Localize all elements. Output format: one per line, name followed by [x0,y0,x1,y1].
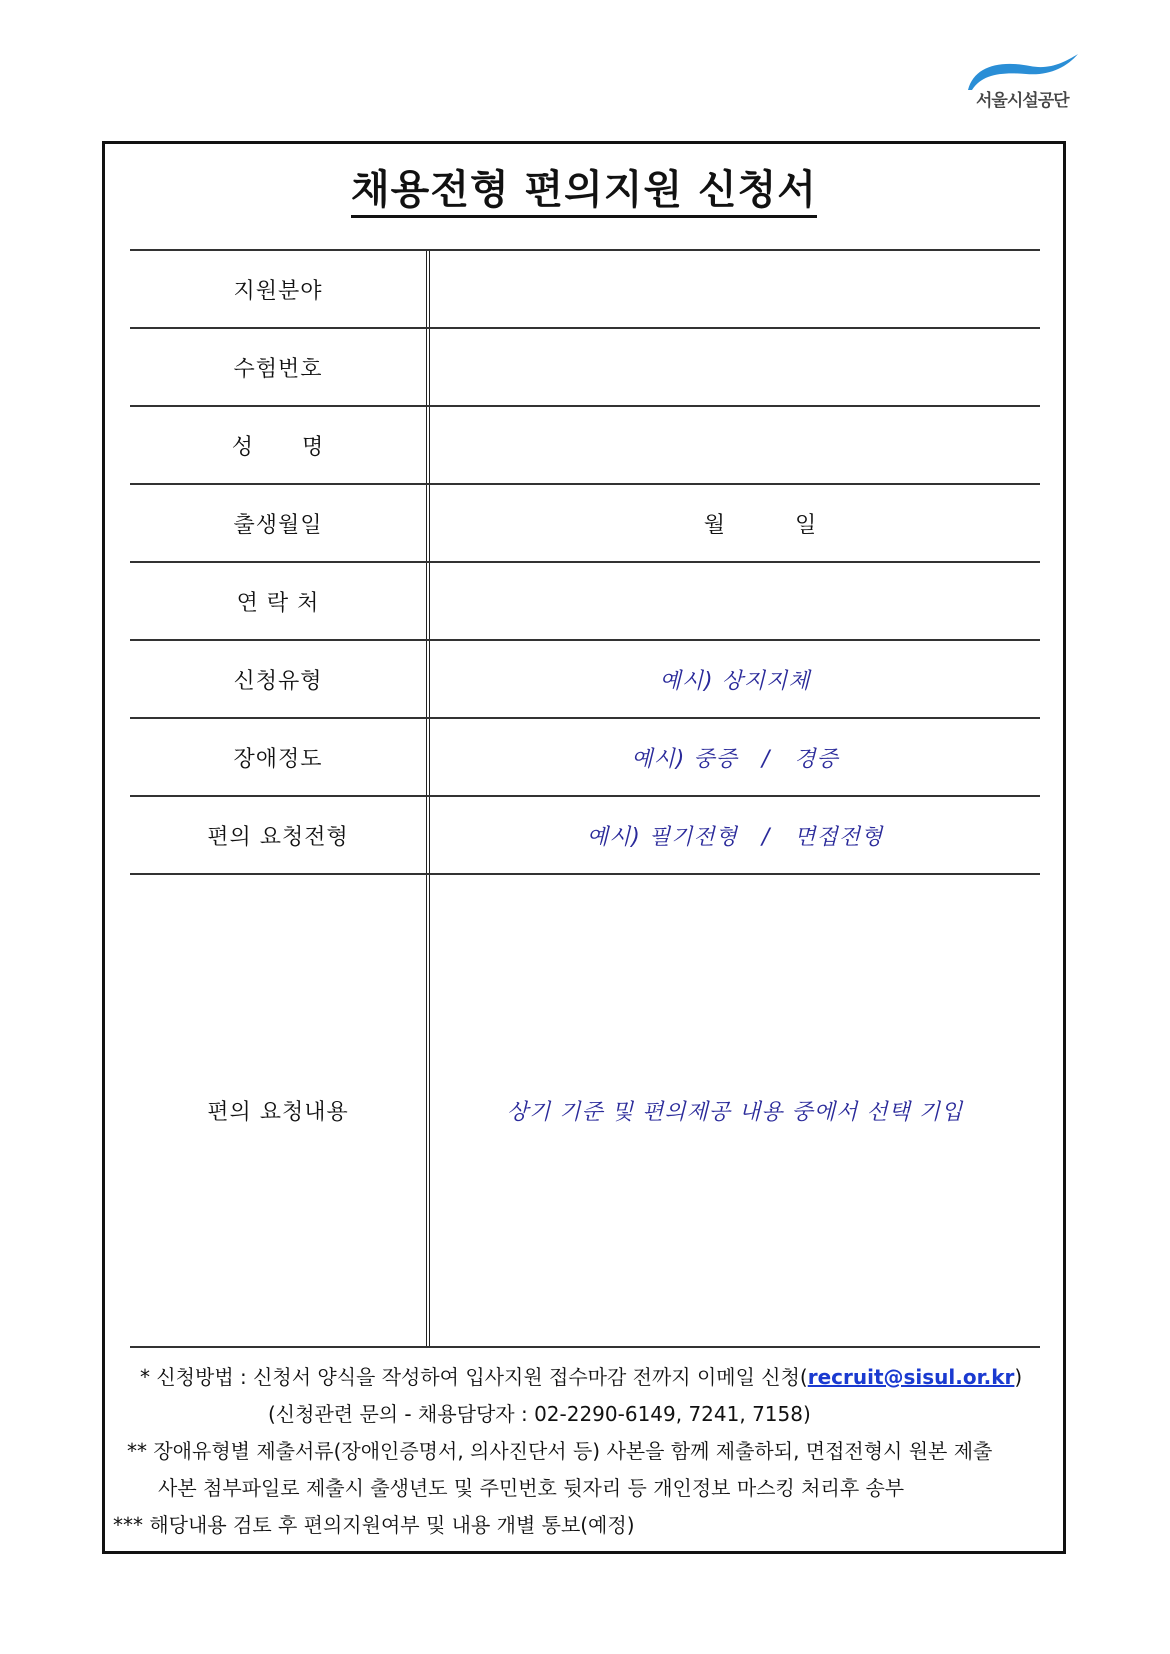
requested-accommodation-input[interactable]: 상기 기준 및 편의제공 내용 중에서 선택 기입 [506,1100,964,1125]
application-form-table [130,249,1040,1348]
logo-text: 서울시설공단 [976,91,1069,111]
note-notification: *** 해당내용 검토 후 편의지원여부 및 내용 개별 통보(예정) [113,1513,635,1537]
label-disability-degree: 장애정도 [233,746,323,772]
contact-input[interactable] [430,563,1040,639]
row-birth-date [130,483,1040,561]
row-field-of-application [130,249,1040,327]
note-text: ) [1014,1365,1023,1389]
row-disability-degree [130,717,1040,795]
requested-stage-input[interactable]: 예시) 필기전형 / 면접전형 [586,824,884,850]
row-requested-stage [130,795,1040,873]
row-exam-number [130,327,1040,405]
note-inquiry: (신청관련 문의 - 채용담당자 : 02-2290-6149, 7241, 7158) [268,1402,811,1426]
seoul-facilities-logo [960,52,1085,112]
title-text: 채용전형 편의지원 신청서 [351,167,817,218]
note-application-method [140,1359,1022,1396]
label-field: 지원분야 [233,278,323,304]
row-requested-accommodation [130,873,1040,1348]
label-birth-date: 출생월일 [233,512,323,538]
label-application-type: 신청유형 [233,668,323,694]
page-title [105,158,1063,215]
birth-date-input[interactable]: 월 일 [703,512,817,538]
note-documents: ** 장애유형별 제출서류(장애인증명서, 의사진단서 등) 사본을 함께 제출하되, 면접전형시 원본 제출 [127,1439,993,1463]
note-masking: 사본 첨부파일로 제출시 출생년도 및 주민번호 뒷자리 등 개인정보 마스킹 처리후 송부 [158,1476,905,1500]
label-requested-stage: 편의 요청전형 [207,824,349,850]
note-text: * 신청방법 : 신청서 양식을 작성하여 입사지원 접수마감 전까지 이메일 신청( [140,1365,808,1389]
exam-number-input[interactable] [430,329,1040,405]
label-exam-number: 수험번호 [233,356,323,382]
field-input[interactable] [430,251,1040,327]
application-type-input[interactable]: 예시) 상지지체 [659,668,811,694]
disability-degree-input[interactable]: 예시) 중증 / 경증 [631,746,839,772]
row-contact [130,561,1040,639]
row-name [130,405,1040,483]
name-input[interactable] [430,407,1040,483]
email-link[interactable]: recruit@sisul.or.kr [807,1365,1015,1389]
form-frame [102,141,1066,1554]
label-contact: 연 락 처 [236,590,320,616]
row-application-type [130,639,1040,717]
label-name: 성 명 [231,434,325,460]
label-requested-accommodation: 편의 요청내용 [207,1100,349,1125]
